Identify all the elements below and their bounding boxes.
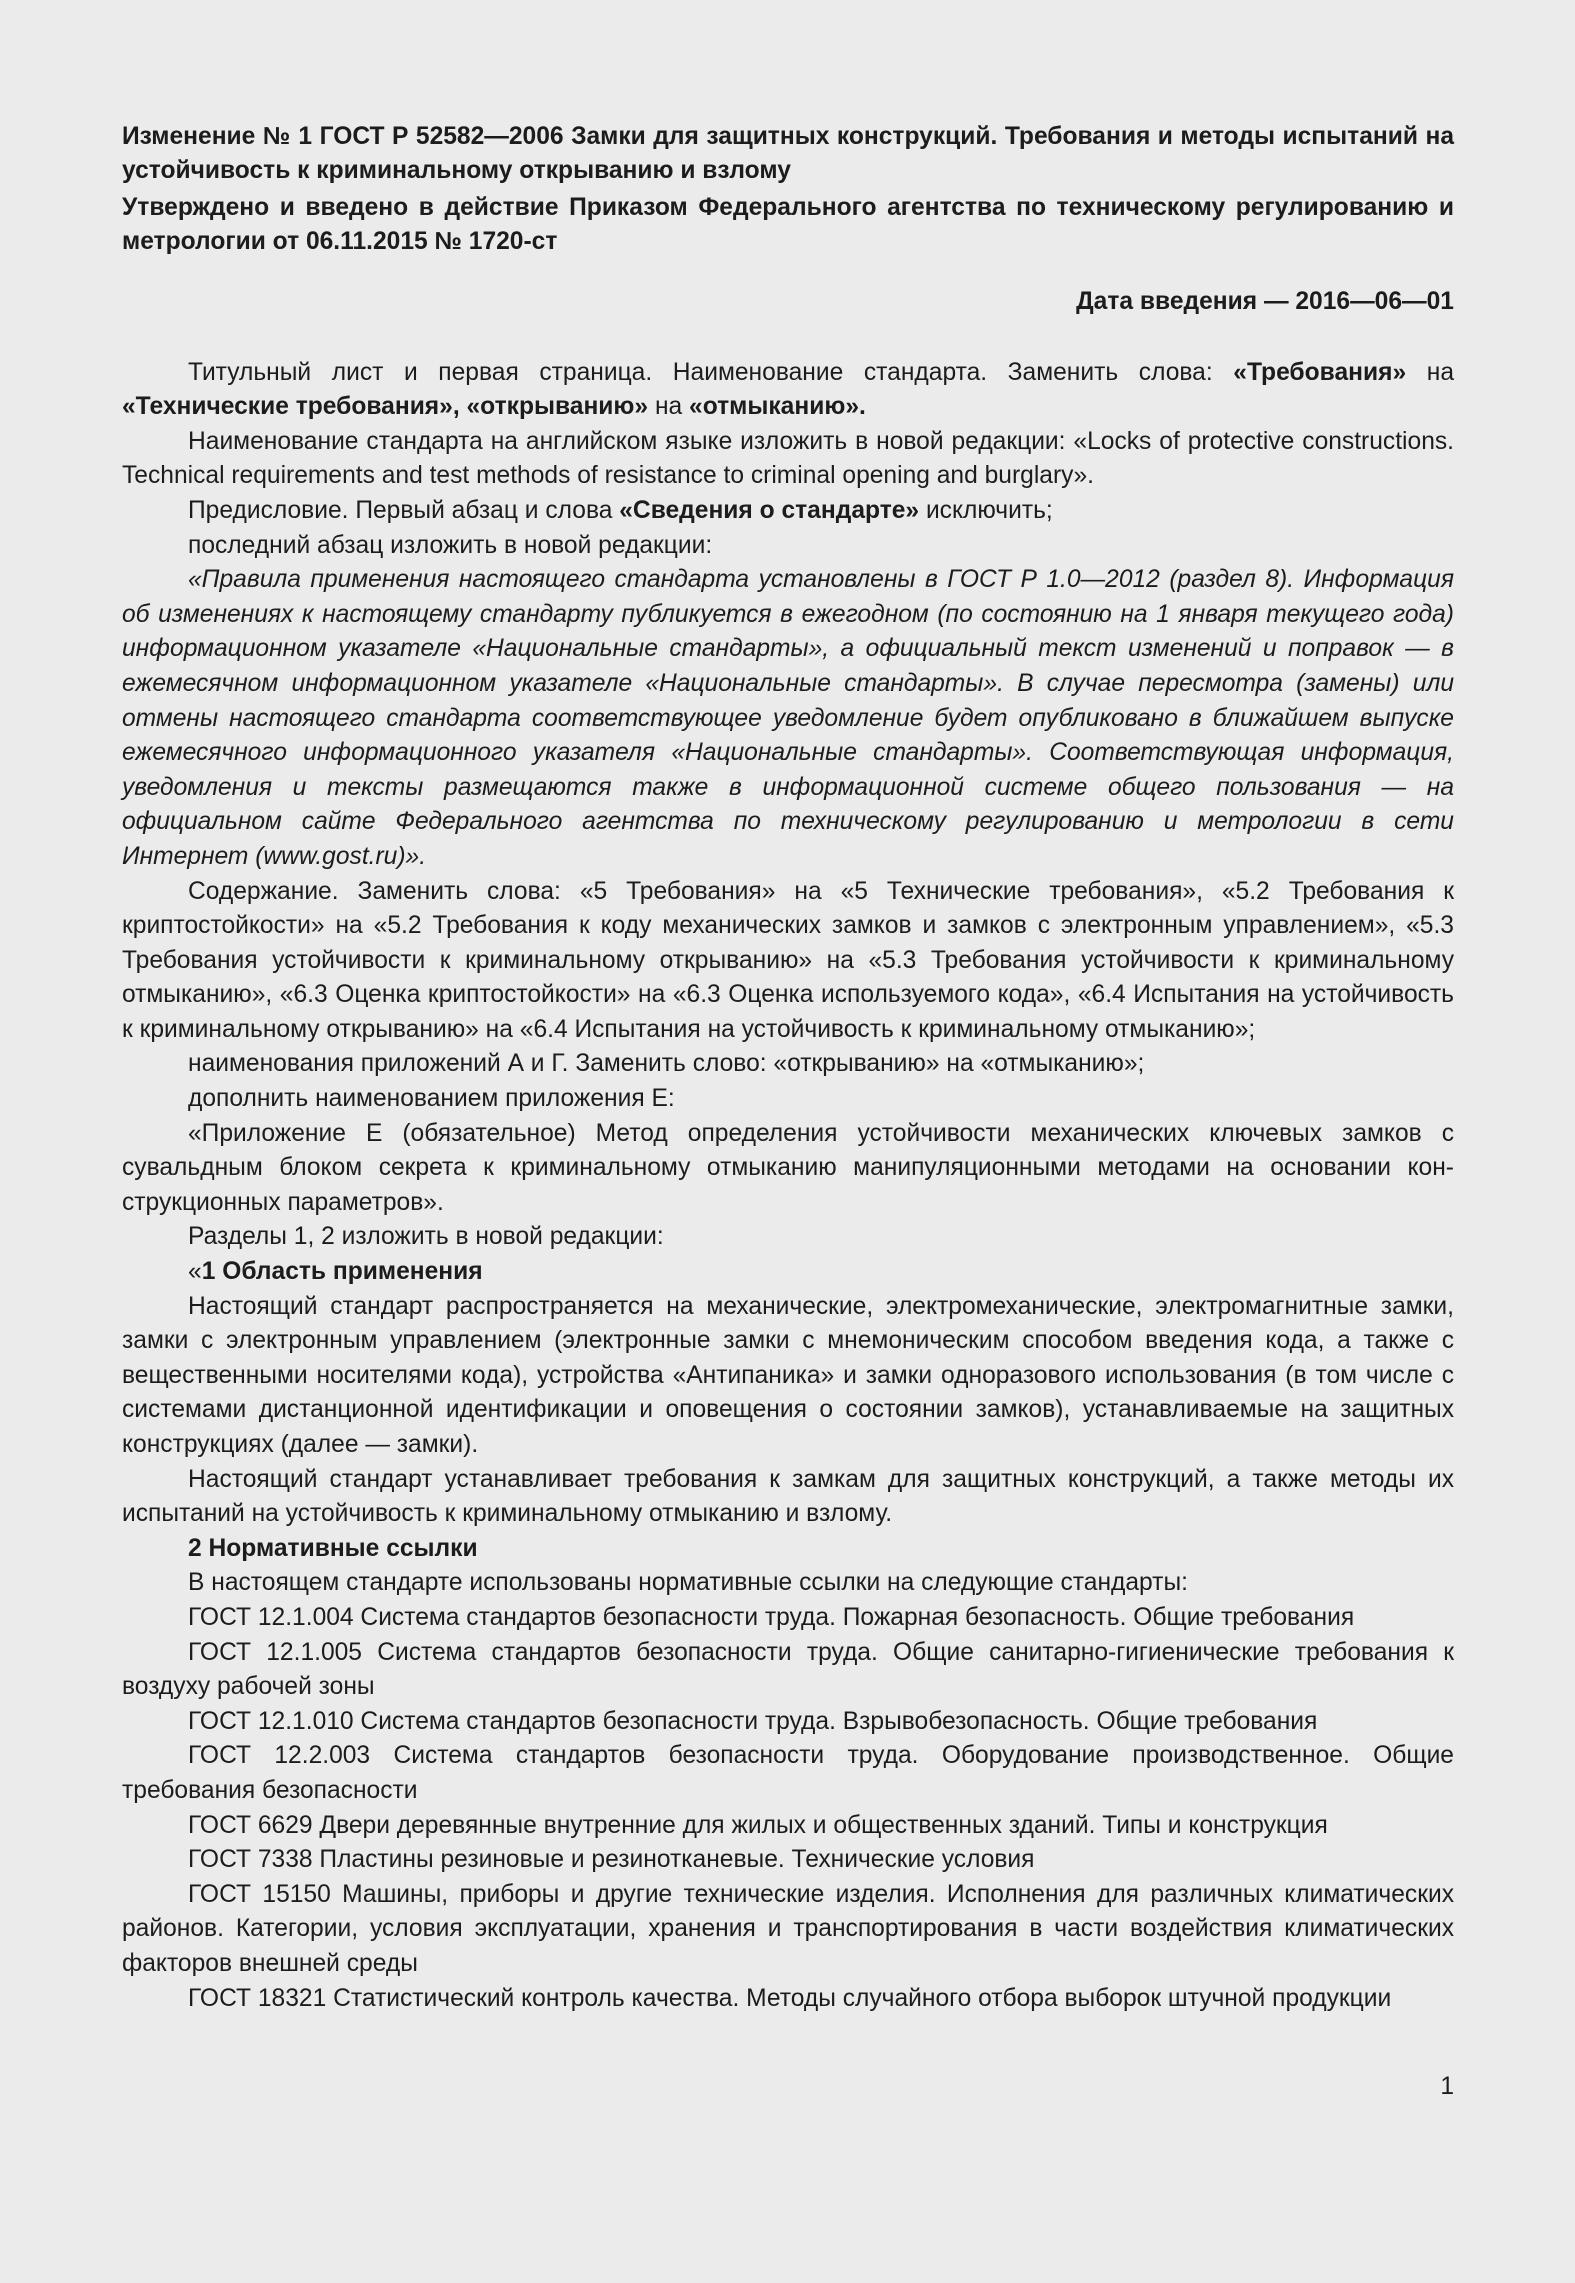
paragraph-refs-intro: В настоящем стандарте использованы нормативные ссылки на следующие стандарты: <box>188 1569 1188 1597</box>
document-body <box>122 120 1454 2016</box>
reference-item: ГОСТ 7338 Пластины резиновые и резинотканевые. Технические условия <box>188 1846 1035 1874</box>
reference-item: ГОСТ 12.2.003 Система стандартов безопасности труда. Оборудование производственное. Общие требования безопасности <box>122 1742 1454 1804</box>
section-2-heading: 2 Нормативные ссылки <box>188 1534 478 1562</box>
reference-item: ГОСТ 15150 Машины, приборы и другие технические изделия. Исполнения для различных климатических районов. Категории, условия эксплуатации, хранения и транспортирования в части воздействия климатических факторов внешней среды <box>122 1880 1454 1977</box>
reference-item: ГОСТ 12.1.004 Система стандартов безопасности труда. Пожарная безопасность. Общие требования <box>188 1603 1355 1631</box>
paragraph-last-para: последний абзац изложить в новой редакции: <box>188 531 713 559</box>
text-run-bold: «Технические требования», «открыванию» <box>122 393 649 421</box>
text-run: исключить; <box>919 496 1053 524</box>
text-run: на <box>648 393 690 421</box>
paragraph-english-title: Наименование стандарта на английском языке изложить в новой редакции: «Locks of protective constructions. Technical requirements and test methods of resistance to criminal opening and burglary». <box>122 427 1454 490</box>
heading-text: 1 Область применения <box>201 1258 483 1286</box>
paragraph-title-page <box>122 356 1454 425</box>
paragraph-contents: Содержание. Заменить слова: «5 Требования» на «5 Технические требования», «5.2 Требования к криптостойкости» на «5.2 Требования к коду механических замков и замков с электронным управлением», «5.3 Требования устойчивости к криминальному открыванию» на «5.3 Требования устойчивости к криминальному отмыканию», «6.3 Оценка криптостойкости» на «6.3 Оценка используемого кода», «6.4 Испытания на устойчивость к криминальному открыванию» на «6.4 Испытания на устойчивость к криминальному отмыканию»; <box>122 877 1454 1043</box>
paragraph-scope-2: Настоящий стандарт устанавливает требования к замкам для защитных конструкций, а также методы их испытаний на устойчивость к криминальному отмыканию и взлому. <box>122 1465 1454 1528</box>
paragraph-rules-quote: «Правила применения настоящего стандарта установлены в ГОСТ Р 1.0—2012 (раздел 8). Информация об изменениях к настоящему стандарту публикуется в ежегодном (по состоянию на 1 января текущего года) информационном указателе «Национальные стандарты», а официальный текст изменений и поправок — в ежемесячном информационном указателе «Национальные стандарты». В случае пересмотра (замены) или отмены настоящего стандарта соответствующее уведомление будет опубликовано в ближайшем выпуске ежемесячного информационного указателя «Национальные стандарты». Соответствующая информация, уведомления и тексты размещаются также в информационной системе общего пользования — на официальном сайте Федерального агентства по техническому регулированию и метрологии в сети Интернет (www.gost.ru)». <box>122 566 1454 870</box>
approval-statement: Утверждено и введено в действие Приказом Федерального агентства по техническому регулированию и метрологии от 06.11.2015 № 1720-ст <box>122 194 1454 255</box>
reference-item: ГОСТ 18321 Статистический контроль качества. Методы случайного отбора выборок штучной продукции <box>188 1984 1392 2012</box>
paragraph-scope: Настоящий стандарт распространяется на механические, электромеханические, электромагнитные замки, замки с электронным управлением (электронные замки с мнемоническим способом введения кода, а также с вещественными носителями кода), устройства «Антипаника» и замки одноразового использования (в том числе с системами дистанционной идентификации и оповещения о состоянии замков), устанавливаемые на защитных конструкциях (далее — замки). <box>122 1292 1454 1458</box>
paragraph-appendix-e: «Приложение Е (обязательное) Метод определения устойчивости механических ключевых замков с сувальдным блоком секрета к криминальному отмыканию манипуляционными методами на основании конструкционных параметров». <box>122 1119 1454 1216</box>
text-run-bold: «отмыканию». <box>689 393 866 421</box>
document-title: Изменение № 1 ГОСТ Р 52582—2006 Замки для защитных конструкций. Требования и методы испытаний на устойчивость к криминальному открыванию и взлому <box>122 123 1454 184</box>
text-run: на <box>1406 358 1454 386</box>
effective-date: Дата введения — 2016—06—01 <box>1076 288 1454 315</box>
section-1-heading <box>122 1255 1454 1290</box>
page-number: 1 <box>1440 2073 1454 2100</box>
text-run-bold: «Требования» <box>1233 358 1407 386</box>
paragraph-add-appendix: дополнить наименованием приложения Е: <box>188 1085 675 1113</box>
text-run-bold: «Сведения о стандарте» <box>619 496 920 524</box>
reference-item: ГОСТ 12.1.010 Система стандартов безопасности труда. Взрывобезопасность. Общие требования <box>188 1707 1318 1735</box>
reference-item: ГОСТ 12.1.005 Система стандартов безопасности труда. Общие санитарно-гигиенические требования к воздуху рабочей зоны <box>122 1638 1454 1701</box>
paragraph-sections: Разделы 1, 2 изложить в новой редакции: <box>188 1223 664 1251</box>
text-run: Предисловие. Первый абзац и слова <box>188 496 620 524</box>
paragraph-foreword <box>122 494 1454 529</box>
quote-mark: « <box>188 1258 202 1286</box>
paragraph-appendix-names: наименования приложений А и Г. Заменить слово: «открыванию» на «отмыканию»; <box>188 1050 1145 1078</box>
text-run: Титульный лист и первая страница. Наименование стандарта. Заменить слова: <box>188 358 1234 386</box>
reference-item: ГОСТ 6629 Двери деревянные внутренние для жилых и общественных зданий. Типы и конструкция <box>188 1811 1328 1839</box>
